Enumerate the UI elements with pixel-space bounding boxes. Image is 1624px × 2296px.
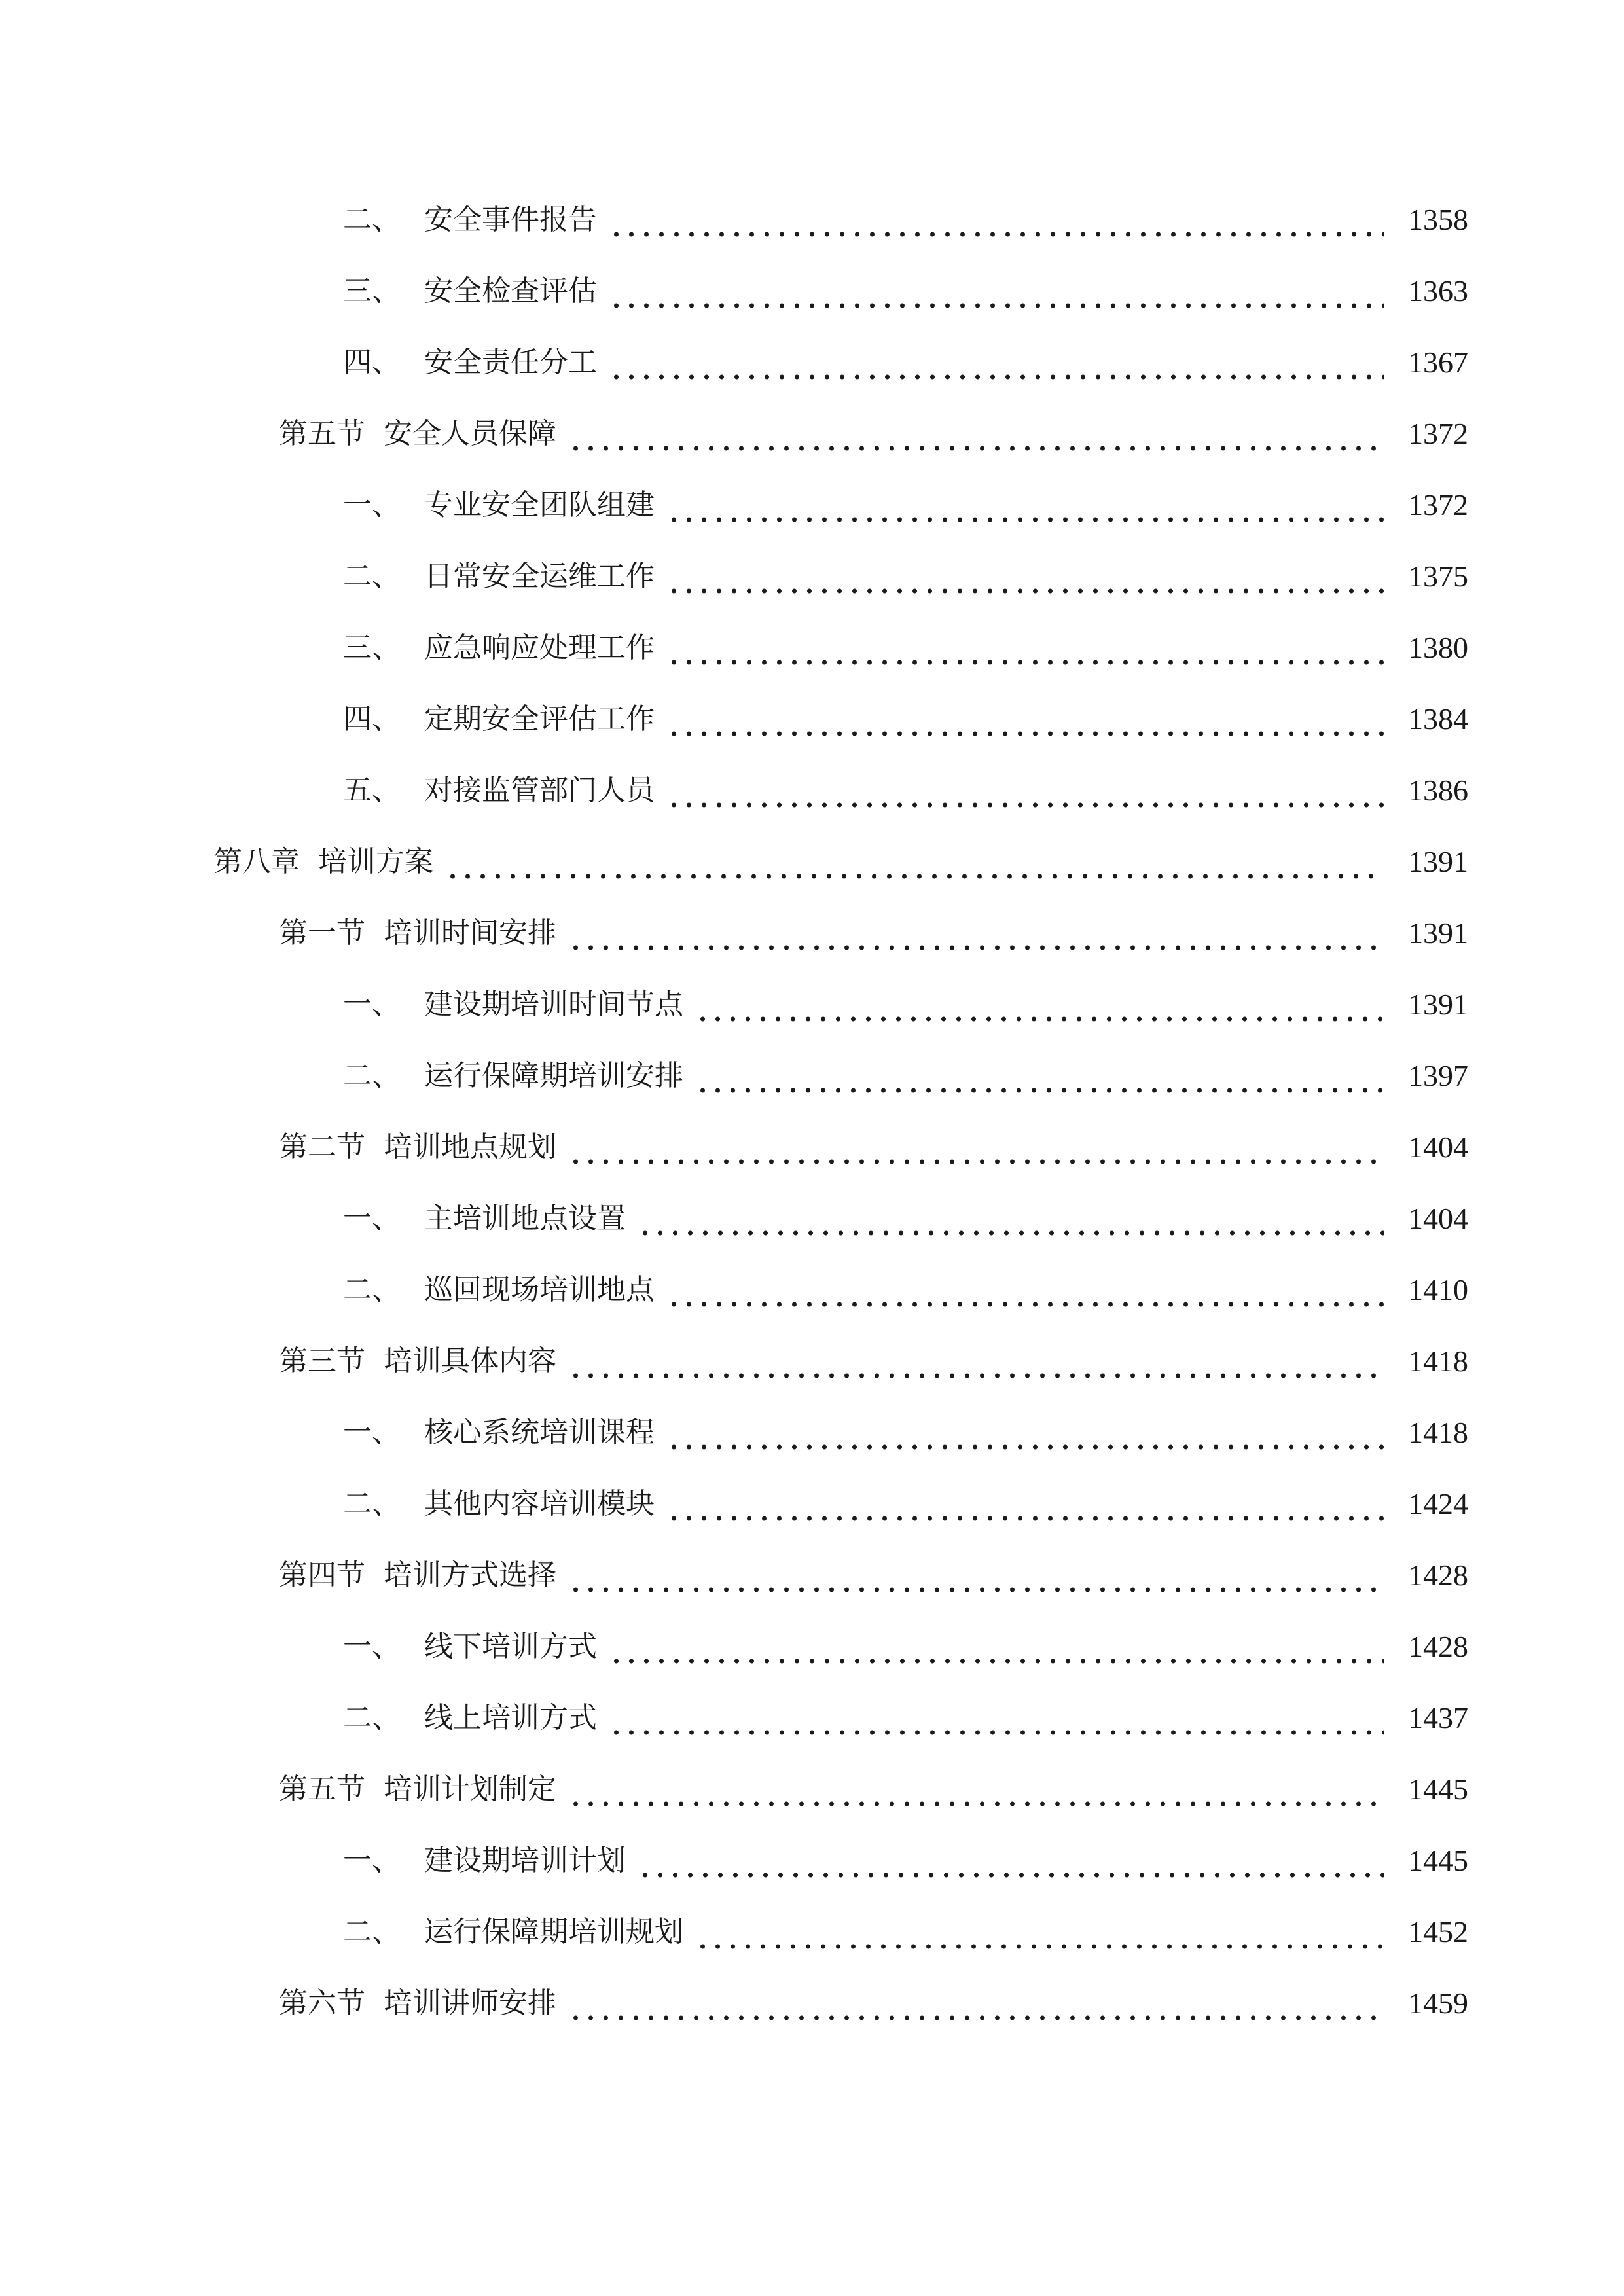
toc-entry-title: 培训地点规划 (384, 1130, 556, 1164)
toc-entry-number: 一、 (343, 1844, 401, 1877)
toc-entry-title: 培训计划制定 (384, 1772, 556, 1806)
toc-entry-page: 1445 (1408, 1772, 1468, 1806)
toc-entry[interactable] (0, 1186, 1624, 1238)
toc-entry-number: 二、 (343, 203, 401, 236)
toc-entry-title: 线下培训方式 (424, 1630, 597, 1663)
toc-entry[interactable] (0, 1400, 1624, 1452)
toc-entry-title: 巡回现场培训地点 (424, 1273, 655, 1306)
toc-entry-number: 第八章 (213, 845, 300, 878)
toc-entry-title: 应急响应处理工作 (424, 631, 655, 664)
toc-entry-title: 核心系统培训课程 (424, 1416, 655, 1449)
toc-entry-label (0, 1698, 597, 1738)
toc-entry-label (0, 1199, 626, 1238)
toc-entry-title: 运行保障期培训安排 (424, 1059, 683, 1092)
toc-entry-number: 第五节 (279, 1772, 365, 1806)
dot-leader (609, 272, 1384, 311)
toc-entry-page: 1384 (1408, 702, 1468, 736)
toc-entry-page: 1418 (1408, 1344, 1468, 1378)
dot-leader (609, 1627, 1384, 1666)
toc-entry[interactable] (0, 829, 1624, 882)
toc-entry-label (0, 1413, 655, 1452)
toc-entry-title: 安全责任分工 (424, 346, 597, 379)
toc-entry-label (0, 700, 655, 739)
toc-entry-page: 1375 (1408, 560, 1468, 593)
toc-entry-page: 1380 (1408, 631, 1468, 664)
toc-entry-label (0, 557, 655, 596)
toc-entry-number: 第二节 (279, 1130, 365, 1164)
toc-entry-number: 第六节 (279, 1986, 365, 2020)
toc-entry[interactable] (0, 1471, 1624, 1524)
toc-entry-title: 安全事件报告 (424, 203, 597, 236)
toc-entry-number: 二、 (343, 1915, 401, 1948)
toc-entry-label (0, 842, 433, 882)
toc-entry-title: 运行保障期培训规划 (424, 1915, 683, 1948)
toc-entry[interactable] (0, 1899, 1624, 1952)
dot-leader (695, 1912, 1384, 1952)
toc-entry[interactable] (0, 259, 1624, 311)
toc-entry[interactable] (0, 1043, 1624, 1096)
toc-entry-label (0, 771, 655, 810)
toc-entry-title: 日常安全运维工作 (424, 560, 655, 593)
dot-leader (568, 914, 1384, 953)
toc-entry-number: 一、 (343, 988, 401, 1021)
toc-entry[interactable] (0, 1757, 1624, 1809)
toc-entry-page: 1358 (1408, 203, 1468, 236)
dot-leader (568, 414, 1384, 454)
toc-entry-label (0, 200, 597, 240)
dot-leader (609, 343, 1384, 382)
toc-entry-label (0, 1056, 683, 1096)
toc-entry-page: 1391 (1408, 988, 1468, 1021)
toc-entry[interactable] (0, 972, 1624, 1024)
toc-entry-title: 建设期培训计划 (424, 1844, 626, 1877)
toc-entry[interactable] (0, 401, 1624, 454)
dot-leader (568, 1556, 1384, 1595)
dot-leader (666, 486, 1384, 525)
toc-entry-page: 1459 (1408, 1986, 1468, 2020)
toc-entry-page: 1404 (1408, 1202, 1468, 1235)
toc-entry-page: 1391 (1408, 845, 1468, 878)
toc-entry-page: 1452 (1408, 1915, 1468, 1948)
dot-leader (568, 1342, 1384, 1381)
toc-entry-page: 1363 (1408, 274, 1468, 308)
toc-entry-number: 二、 (343, 1487, 401, 1520)
toc-entry-page: 1391 (1408, 916, 1468, 950)
toc-entry-label (0, 414, 556, 454)
toc-entry-label (0, 1912, 683, 1952)
dot-leader (666, 557, 1384, 596)
dot-leader (695, 985, 1384, 1024)
toc-entry-label (0, 1556, 556, 1595)
toc-entry-label (0, 1270, 655, 1310)
toc-entry-title: 培训讲师安排 (384, 1986, 556, 2020)
toc-entry-label (0, 628, 655, 668)
toc-entry-number: 第三节 (279, 1344, 365, 1378)
toc-entry-title: 培训方案 (318, 845, 433, 878)
toc-entry-number: 第四节 (279, 1558, 365, 1592)
dot-leader (638, 1841, 1384, 1880)
dot-leader (638, 1199, 1384, 1238)
toc-entry-title: 定期安全评估工作 (424, 702, 655, 736)
dot-leader (666, 700, 1384, 739)
toc-entry[interactable] (0, 544, 1624, 596)
toc-entry-page: 1418 (1408, 1416, 1468, 1449)
toc-entry-label (0, 1627, 597, 1666)
toc-entry-number: 二、 (343, 560, 401, 593)
toc-entry-label (0, 1128, 556, 1167)
toc-entry-page: 1445 (1408, 1844, 1468, 1877)
dot-leader (445, 842, 1384, 882)
toc-entry-title: 对接监管部门人员 (424, 774, 655, 807)
dot-leader (609, 200, 1384, 240)
toc-entry-title: 培训方式选择 (384, 1558, 556, 1592)
toc-entry-number: 第五节 (279, 417, 365, 450)
dot-leader (666, 771, 1384, 810)
dot-leader (666, 1270, 1384, 1310)
toc-entry-title: 安全人员保障 (384, 417, 556, 450)
dot-leader (609, 1698, 1384, 1738)
toc-entry-page: 1437 (1408, 1701, 1468, 1734)
toc-entry[interactable] (0, 1543, 1624, 1595)
dot-leader (568, 1770, 1384, 1809)
toc-entry-title: 线上培训方式 (424, 1701, 597, 1734)
dot-leader (695, 1056, 1384, 1096)
toc-entry-number: 二、 (343, 1059, 401, 1092)
toc-entry-page: 1424 (1408, 1487, 1468, 1520)
toc-entry-label (0, 486, 655, 525)
toc-entry-title: 主培训地点设置 (424, 1202, 626, 1235)
toc-entry[interactable] (0, 1828, 1624, 1880)
toc-entry-title: 专业安全团队组建 (424, 488, 655, 522)
toc-entry-title: 安全检查评估 (424, 274, 597, 308)
toc-entry[interactable] (0, 330, 1624, 382)
toc-entry[interactable] (0, 758, 1624, 810)
toc-entry[interactable] (0, 473, 1624, 525)
toc-entry-label (0, 1342, 556, 1381)
toc-entry-page: 1372 (1408, 488, 1468, 522)
toc-entry[interactable] (0, 1685, 1624, 1738)
toc-entry-number: 三、 (343, 631, 401, 664)
toc-entry-number: 四、 (343, 702, 401, 736)
toc-entry[interactable] (0, 187, 1624, 240)
toc-entry-page: 1410 (1408, 1273, 1468, 1306)
toc-entry-title: 培训时间安排 (384, 916, 556, 950)
toc-entry-label (0, 914, 556, 953)
toc-entry[interactable] (0, 1257, 1624, 1310)
toc-entry-number: 四、 (343, 346, 401, 379)
toc-entry-label (0, 1984, 556, 2023)
dot-leader (666, 1413, 1384, 1452)
toc-entry-page: 1367 (1408, 346, 1468, 379)
dot-leader (568, 1984, 1384, 2023)
toc-entry-number: 一、 (343, 488, 401, 522)
toc-entry-number: 三、 (343, 274, 401, 308)
dot-leader (666, 1484, 1384, 1524)
toc-entry-label (0, 1841, 626, 1880)
toc-entry-label (0, 272, 597, 311)
toc-entry-number: 二、 (343, 1273, 401, 1306)
dot-leader (568, 1128, 1384, 1167)
toc-entry[interactable] (0, 1614, 1624, 1666)
toc-entry-label (0, 1484, 655, 1524)
dot-leader (666, 628, 1384, 668)
toc-entry-page: 1428 (1408, 1558, 1468, 1592)
toc-entry[interactable] (0, 1115, 1624, 1167)
toc-entry-number: 二、 (343, 1701, 401, 1734)
toc-entry-label (0, 1770, 556, 1809)
toc-entry-page: 1397 (1408, 1059, 1468, 1092)
toc-entry-number: 第一节 (279, 916, 365, 950)
toc-entry-label (0, 343, 597, 382)
toc-entry-page: 1404 (1408, 1130, 1468, 1164)
toc-entry[interactable] (0, 687, 1624, 739)
toc-entry-page: 1386 (1408, 774, 1468, 807)
toc-entry-number: 五、 (343, 774, 401, 807)
toc-entry-title: 其他内容培训模块 (424, 1487, 655, 1520)
toc-entry[interactable] (0, 1971, 1624, 2023)
toc-entry[interactable] (0, 615, 1624, 668)
toc-entry-number: 一、 (343, 1630, 401, 1663)
toc-entry-number: 一、 (343, 1202, 401, 1235)
toc-entry[interactable] (0, 901, 1624, 953)
toc-entry-page: 1372 (1408, 417, 1468, 450)
toc-entry-title: 培训具体内容 (384, 1344, 556, 1378)
toc-entry-label (0, 985, 683, 1024)
toc-entry-number: 一、 (343, 1416, 401, 1449)
toc-entry[interactable] (0, 1329, 1624, 1381)
toc-entry-title: 建设期培训时间节点 (424, 988, 683, 1021)
toc-entry-page: 1428 (1408, 1630, 1468, 1663)
